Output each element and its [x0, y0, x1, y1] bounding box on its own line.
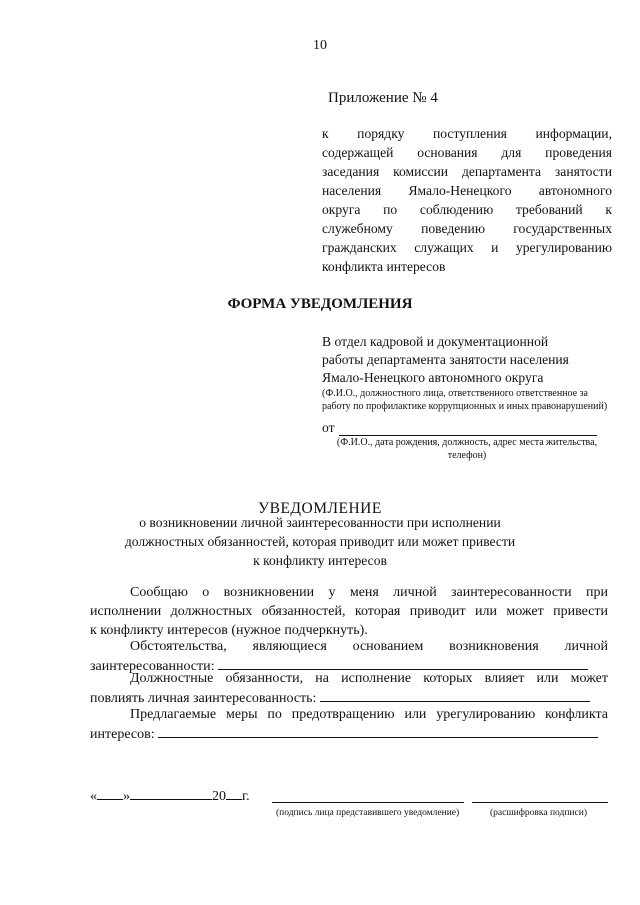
year-blank-field[interactable] [226, 786, 242, 800]
day-blank-field[interactable] [97, 786, 123, 800]
addressee-line: Ямало-Ненецкого автономного округа [322, 370, 544, 385]
decoding-caption: (расшифровка подписи) [490, 808, 587, 818]
subheading-line: к конфликту интересов [253, 553, 387, 568]
appendix-line: к порядку поступления информации, [322, 126, 612, 141]
from-caption: (Ф.И.О., дата рождения, должность, адрес места жительства, телефон) [336, 437, 598, 461]
month-blank-field[interactable] [130, 786, 212, 800]
addressee-line: работы департамента занятости населения [322, 352, 569, 367]
appendix-line: заседания комиссии департамента занятости [322, 164, 612, 179]
appendix-line: гражданских служащих и урегулированию [322, 240, 612, 255]
page-number: 10 [313, 38, 327, 53]
from-row [322, 420, 612, 436]
body-line: исполнении должностных обязанностей, которая приводит или может привести [90, 604, 608, 619]
appendix-line: служебному поведению государственных [322, 221, 612, 236]
addressee-line: В отдел кадровой и документационной [322, 334, 549, 349]
circumstances-blank-field[interactable] [218, 656, 588, 670]
signature-blank-field[interactable] [272, 788, 464, 803]
duties-label: повлиять личная заинтересованность: [90, 691, 317, 706]
addressee-note: (Ф.И.О., должностного лица, ответственного ответственное за работу по профилактике коррупционных и иных правонарушений) [322, 388, 608, 412]
body-line: Сообщаю о возникновении у меня личной заинтересованности при [130, 585, 608, 600]
subheading-line: о возникновении личной заинтересованности при исполнении [139, 515, 501, 530]
paragraph-measures [90, 705, 608, 744]
duties-blank-field[interactable] [320, 688, 590, 702]
measures-blank-field[interactable] [158, 724, 598, 738]
year-suffix: г. [242, 789, 250, 804]
paragraph-duties [90, 669, 608, 708]
date-close-quote: » [123, 789, 130, 804]
from-blank-field[interactable] [339, 421, 597, 436]
addressee-block [322, 333, 612, 413]
appendix-line: конфликта интересов [322, 259, 446, 274]
appendix-line: содержащей основания для проведения [322, 145, 612, 160]
paragraph-notice [90, 583, 608, 640]
circumstances-label: заинтересованности: [90, 659, 215, 674]
appendix-description [322, 124, 612, 276]
notice-heading: УВЕДОМЛЕНИЕ [258, 500, 382, 517]
date-open-quote: « [90, 789, 97, 804]
subheading-line: должностных обязанностей, которая приводит или может привести [124, 534, 516, 549]
decoding-blank-field[interactable] [472, 788, 608, 803]
body-line: Предлагаемые меры по предотвращению или урегулированию конфликта [130, 707, 608, 722]
appendix-line: населения Ямало-Ненецкого автономного [322, 183, 612, 198]
form-title: ФОРМА УВЕДОМЛЕНИЯ [227, 296, 413, 312]
appendix-line: округа по соблюдению требований к [322, 202, 612, 217]
signature-caption: (подпись лица представившего уведомление) [276, 808, 460, 818]
measures-label: интересов: [90, 727, 155, 742]
body-line: Должностные обязанности, на исполнение которых влияет или может [130, 671, 608, 686]
year-prefix: 20 [212, 789, 226, 804]
body-line: Обстоятельства, являющиеся основанием возникновения личной [130, 639, 608, 654]
body-line: к конфликту интересов (нужное подчеркнуть). [90, 623, 368, 638]
notice-subheading [100, 513, 540, 570]
from-label: от [322, 420, 335, 435]
appendix-title: Приложение № 4 [328, 90, 438, 106]
